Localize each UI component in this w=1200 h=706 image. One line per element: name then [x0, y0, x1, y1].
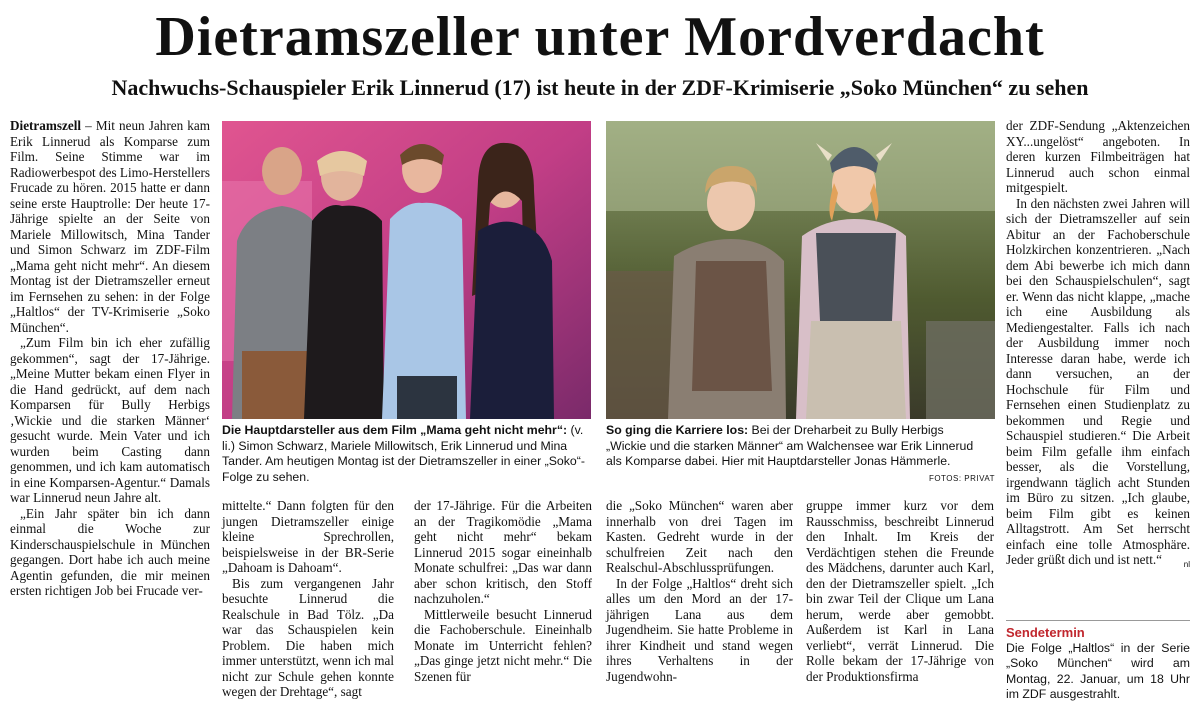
article-column-1 — [10, 118, 210, 704]
paragraph-text: In den nächsten zwei Jahren will sich der Dietramszeller auf sein Abitur an der Fachoberschule Holzkirchen konzentrieren. „Nach dem Abi bewerbe ich mich dann bei den Schauspielschulen“, sagt er. Wenn das nicht klappe, „mache ich eine Ausbildung als Mediengestalter. Falls ich nach der Ausbildung immer noch Interesse daran habe, werde ich dann versuchen, an der Hochschule für Film und Fernsehen einen Studienplatz zu bekommen und Regie und Schauspiel studieren.“ Die Arbeit beim Film gefalle ihm einfach besser, als die Vorstellung, irgendwann täglich acht Stunden im Büro zu sitzen. „Ich glaube, beim Film gibt es keinen Alltagstrott. Am Set herrscht einfach eine tolle Atmosphäre. Jeder grüßt dich und ist nett.“ — [1006, 195, 1190, 567]
paragraph — [10, 118, 210, 335]
headline: Dietramszeller unter Mordverdacht — [155, 6, 1045, 68]
photo-credit: FOTOS: PRIVAT — [928, 474, 995, 483]
caption-bold: Die Hauptdarsteller aus dem Film „Mama geht nicht mehr“: — [222, 423, 568, 437]
paragraph: der ZDF-Sendung „Aktenzeichen XY...ungelöst“ angeboten. In deren kurzen Filmbeiträgen hat Linnerud auch schon einmal mitgespielt. — [1006, 118, 1190, 195]
author-signature: nl — [1183, 560, 1190, 569]
photo-film-cast — [222, 121, 591, 419]
article-column-3 — [414, 498, 592, 704]
article-column-5 — [806, 498, 994, 704]
paragraph: mittelte.“ Dann folgten für den jungen Dietramszeller einige kleine Sprechrollen, beispielsweise in der BR-Serie „Dahoam is Dahoam“. — [222, 498, 394, 575]
paragraph: Bis zum vergangenen Jahr besuchte Linnerud die Realschule in Bad Tölz. „Da war das Schauspielen kein Problem. Die haben mich immer unterstützt, wenn ich mal nicht zur Schule gehen konnte wegen der Drehtage“, sagt — [222, 575, 394, 699]
paragraph: In der Folge „Haltlos“ dreht sich alles um den Mord an der 17-jährigen Lana aus dem Jugendheim. Sie hatte Probleme in ihrer Kindheit und stand wegen ihres Verhaltens in der Jugendwohn- — [606, 575, 793, 684]
article-column-2 — [222, 498, 394, 704]
caption-text: Bei der Dreharbeit zu Bully Herbigs „Wickie und die starken Männer“ am Walchensee war Erik Linnerud als Komparse dabei. Hier mit Hauptdarsteller Jonas Hämmerle. — [606, 423, 974, 468]
paragraph: „Ein Jahr später bin ich dann einmal die Woche zur Kinderschauspielschule in München gegangen. Dort habe ich auch meine Agentin gefunden, die mir meinen ersten richtigen Job bei Frucade ver- — [10, 505, 210, 598]
paragraph: „Zum Film bin ich eher zufällig gekommen“, sagt der 17-Jährige. „Meine Mutter bekam einen Flyer in die Hand gedrückt, auf dem nach Komparsen für Bully Herbigs ‚Wickie und die starken Männer‘ gesucht wurde. Mein Vater und ich wurden beim Casting dann genommen, und ich kam automatisch in eine Komparsen-Agentur.“ Damals war Linnerud neun Jahre alt. — [10, 335, 210, 505]
caption-text: (v. li.) Simon Schwarz, Mariele Millowitsch, Erik Linnerud und Mina Tander. Am heutigen Montag ist der Dietramszeller in einer „Soko“-Folge zu sehen. — [222, 423, 585, 484]
paragraph: gruppe immer kurz vor dem Rausschmiss, beschreibt Linnerud den Inhalt. Im Kreis der Verdächtigen stehen die Freunde des Mädchens, darunter auch Karl, den der Dietramszeller spielt. „Ich bin zwar Teil der Clique um Lana herum, werde aber gemobbt. Außerdem ist Karl in Lana verliebt“, verrät Linnerud. Die Rolle bekam der 17-Jährige von der Produktionsfirma — [806, 498, 994, 684]
wickie-photo-image — [606, 121, 995, 419]
paragraph — [1006, 196, 1190, 568]
sendetermin-box — [1006, 620, 1190, 703]
sendetermin-title: Sendetermin — [1006, 620, 1190, 641]
subheadline: Nachwuchs-Schauspieler Erik Linnerud (17) ist heute in der ZDF-Krimiserie „Soko München“ zu sehen — [111, 75, 1089, 100]
paragraph: der 17-Jährige. Für die Arbeiten an der Tragikomödie „Mama geht nicht mehr“ bekam Linnerud 2015 sogar eineinhalb Monate schulfrei: „Das war dann aber schon kritisch, den Stoff nachzuholen.“ — [414, 498, 592, 606]
paragraph-text: – Mit neun Jahren kam Erik Linnerud als Komparse zum Film. Seine Stimme war im Radiowerbespot des Limo-Herstellers Frucade zu hören. 2015 hatte er dann seine erste Hauptrolle: Der heute 17-Jährige spielte an der Seite von Mariele Millowitsch, Mina Tander und Simon Schwarz im ZDF-Film „Mama geht nicht mehr“. An diesem Montag ist der Dietramszeller erneut im Fernsehen zu sehen: in der Folge „Haltlos“ der TV-Krimiserie „Soko München“. — [10, 118, 210, 335]
photo-wickie-set — [606, 121, 995, 419]
article-column-4 — [606, 498, 793, 704]
sendetermin-text: Die Folge „Haltlos“ in der Serie „Soko München“ wird am Montag, 22. Januar, um 18 Uhr im ZDF ausgestrahlt. — [1006, 640, 1190, 701]
cast-photo-image — [222, 121, 591, 419]
paragraph: die „Soko München“ waren aber innerhalb von drei Tagen im Kasten. Gedreht wurde in der schulfreien Zeit nach den Realschul-Abschlussprüfungen. — [606, 498, 793, 575]
dateline: Dietramszell — [10, 118, 82, 133]
caption-bold: So ging die Karriere los: — [606, 423, 749, 437]
photo-caption-2 — [606, 423, 975, 470]
article-column-6 — [1006, 118, 1190, 616]
paragraph: Mittlerweile besucht Linnerud die Fachoberschule. Eineinhalb Monate im Unterricht fehlen? „Das ginge jetzt nicht mehr.“ Die Szenen für — [414, 606, 592, 684]
photo-caption-1 — [222, 423, 591, 485]
